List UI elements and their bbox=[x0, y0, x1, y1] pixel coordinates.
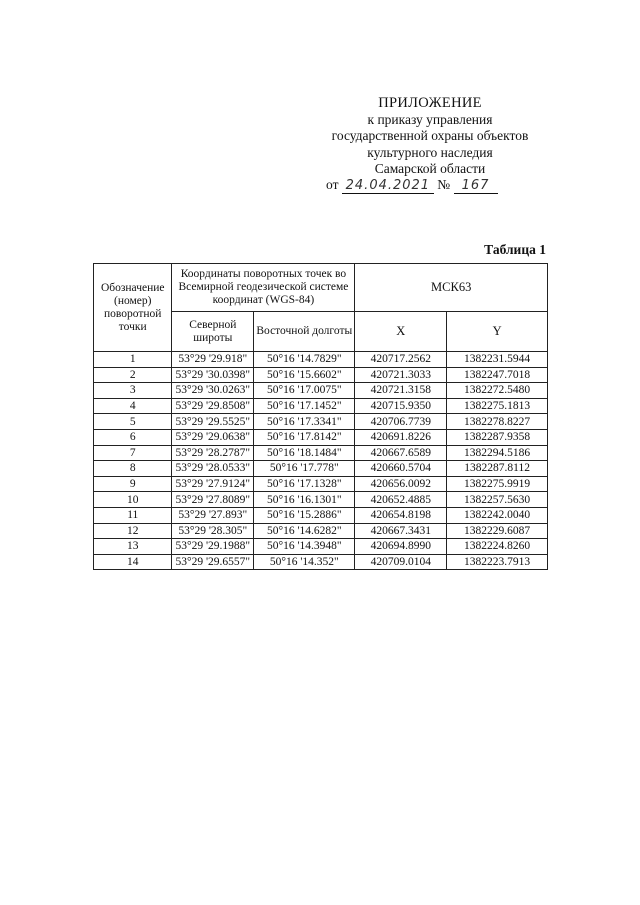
point-number-cell: 1 bbox=[94, 352, 172, 368]
table-row bbox=[94, 445, 548, 461]
x-coordinate-cell: 420660.5704 bbox=[355, 461, 447, 477]
longitude-cell: 50°16 '16.1301" bbox=[254, 492, 355, 508]
header-line-1: к приказу управления bbox=[367, 111, 493, 127]
header-x: X bbox=[355, 312, 447, 352]
table-row bbox=[94, 539, 548, 555]
y-coordinate-cell: 1382275.1813 bbox=[447, 398, 548, 414]
latitude-cell: 53°29 '29.6557" bbox=[172, 554, 254, 570]
x-coordinate-cell: 420652.4885 bbox=[355, 492, 447, 508]
y-coordinate-cell: 1382242.0040 bbox=[447, 507, 548, 523]
y-coordinate-cell: 1382278.8227 bbox=[447, 414, 548, 430]
latitude-cell: 53°29 '30.0398" bbox=[172, 367, 254, 383]
handwritten-date: 24.04.2021 bbox=[342, 179, 434, 194]
point-number-cell: 8 bbox=[94, 461, 172, 477]
table-row bbox=[94, 383, 548, 399]
point-number-cell: 10 bbox=[94, 492, 172, 508]
header-y: Y bbox=[447, 312, 548, 352]
header-longitude: Восточной долготы bbox=[254, 312, 355, 352]
longitude-cell: 50°16 '17.1328" bbox=[254, 476, 355, 492]
x-coordinate-cell: 420721.3033 bbox=[355, 367, 447, 383]
latitude-cell: 53°29 '27.893" bbox=[172, 507, 254, 523]
header-latitude: Северной широты bbox=[172, 312, 254, 352]
x-coordinate-cell: 420721.3158 bbox=[355, 383, 447, 399]
y-coordinate-cell: 1382257.5630 bbox=[447, 492, 548, 508]
longitude-cell: 50°16 '17.3341" bbox=[254, 414, 355, 430]
y-coordinate-cell: 1382272.5480 bbox=[447, 383, 548, 399]
point-number-cell: 3 bbox=[94, 383, 172, 399]
table-row bbox=[94, 352, 548, 368]
y-coordinate-cell: 1382294.5186 bbox=[447, 445, 548, 461]
table-row bbox=[94, 507, 548, 523]
table-row bbox=[94, 492, 548, 508]
date-prefix: от bbox=[326, 177, 339, 192]
latitude-cell: 53°29 '29.5525" bbox=[172, 414, 254, 430]
longitude-cell: 50°16 '14.7829" bbox=[254, 352, 355, 368]
latitude-cell: 53°29 '28.0533" bbox=[172, 461, 254, 477]
table-body bbox=[94, 352, 548, 570]
header-line-4: Самарской области bbox=[374, 161, 486, 176]
x-coordinate-cell: 420654.8198 bbox=[355, 507, 447, 523]
point-number-cell: 7 bbox=[94, 445, 172, 461]
header-wgs84: Координаты поворотных точек во Всемирной геодезической системе координат (WGS-84) bbox=[172, 264, 355, 312]
number-prefix: № bbox=[437, 177, 451, 192]
longitude-cell: 50°16 '18.1484" bbox=[254, 445, 355, 461]
y-coordinate-cell: 1382287.9358 bbox=[447, 429, 548, 445]
y-coordinate-cell: 1382229.6087 bbox=[447, 523, 548, 539]
latitude-cell: 53°29 '28.305" bbox=[172, 523, 254, 539]
latitude-cell: 53°29 '29.1988" bbox=[172, 539, 254, 555]
latitude-cell: 53°29 '29.918" bbox=[172, 352, 254, 368]
point-number-cell: 11 bbox=[94, 507, 172, 523]
table-row bbox=[94, 523, 548, 539]
longitude-cell: 50°16 '17.8142" bbox=[254, 429, 355, 445]
y-coordinate-cell: 1382275.9919 bbox=[447, 476, 548, 492]
point-number-cell: 13 bbox=[94, 539, 172, 555]
x-coordinate-cell: 420717.2562 bbox=[355, 352, 447, 368]
longitude-cell: 50°16 '17.1452" bbox=[254, 398, 355, 414]
point-number-cell: 6 bbox=[94, 429, 172, 445]
header-point-id: Обозначение (номер) поворотной точки bbox=[94, 264, 172, 352]
latitude-cell: 53°29 '30.0263" bbox=[172, 383, 254, 399]
latitude-cell: 53°29 '27.8089" bbox=[172, 492, 254, 508]
y-coordinate-cell: 1382247.7018 bbox=[447, 367, 548, 383]
longitude-cell: 50°16 '14.352" bbox=[254, 554, 355, 570]
table-row bbox=[94, 476, 548, 492]
point-number-cell: 9 bbox=[94, 476, 172, 492]
table-row bbox=[94, 398, 548, 414]
x-coordinate-cell: 420667.6589 bbox=[355, 445, 447, 461]
longitude-cell: 50°16 '14.3948" bbox=[254, 539, 355, 555]
x-coordinate-cell: 420694.8990 bbox=[355, 539, 447, 555]
latitude-cell: 53°29 '29.0638" bbox=[172, 429, 254, 445]
point-number-cell: 5 bbox=[94, 414, 172, 430]
latitude-cell: 53°29 '27.9124" bbox=[172, 476, 254, 492]
header-line-3: культурного наследия bbox=[367, 144, 493, 160]
longitude-cell: 50°16 '14.6282" bbox=[254, 523, 355, 539]
x-coordinate-cell: 420709.0104 bbox=[355, 554, 447, 570]
x-coordinate-cell: 420667.3431 bbox=[355, 523, 447, 539]
table-row bbox=[94, 414, 548, 430]
handwritten-number: 167 bbox=[454, 179, 498, 194]
point-number-cell: 12 bbox=[94, 523, 172, 539]
header-msk63: МСК63 bbox=[355, 264, 548, 312]
table-row bbox=[94, 461, 548, 477]
point-number-cell: 2 bbox=[94, 367, 172, 383]
table-label: Таблица 1 bbox=[484, 242, 546, 257]
y-coordinate-cell: 1382223.7913 bbox=[447, 554, 548, 570]
table-row bbox=[94, 554, 548, 570]
table-header-row-1 bbox=[94, 264, 548, 312]
appendix-title: ПРИЛОЖЕНИЕ bbox=[378, 95, 482, 111]
y-coordinate-cell: 1382224.8260 bbox=[447, 539, 548, 555]
x-coordinate-cell: 420656.0092 bbox=[355, 476, 447, 492]
longitude-cell: 50°16 '17.0075" bbox=[254, 383, 355, 399]
latitude-cell: 53°29 '28.2787" bbox=[172, 445, 254, 461]
longitude-cell: 50°16 '17.778" bbox=[254, 461, 355, 477]
coordinates-table bbox=[93, 263, 548, 570]
y-coordinate-cell: 1382287.8112 bbox=[447, 461, 548, 477]
header-line-2: государственной охраны объектов bbox=[331, 128, 529, 143]
table-row bbox=[94, 429, 548, 445]
x-coordinate-cell: 420706.7739 bbox=[355, 414, 447, 430]
table-row bbox=[94, 367, 548, 383]
point-number-cell: 14 bbox=[94, 554, 172, 570]
longitude-cell: 50°16 '15.6602" bbox=[254, 367, 355, 383]
order-date-number-line bbox=[326, 177, 556, 194]
latitude-cell: 53°29 '29.8508" bbox=[172, 398, 254, 414]
y-coordinate-cell: 1382231.5944 bbox=[447, 352, 548, 368]
longitude-cell: 50°16 '15.2886" bbox=[254, 507, 355, 523]
appendix-header bbox=[300, 95, 560, 178]
x-coordinate-cell: 420691.8226 bbox=[355, 429, 447, 445]
point-number-cell: 4 bbox=[94, 398, 172, 414]
x-coordinate-cell: 420715.9350 bbox=[355, 398, 447, 414]
